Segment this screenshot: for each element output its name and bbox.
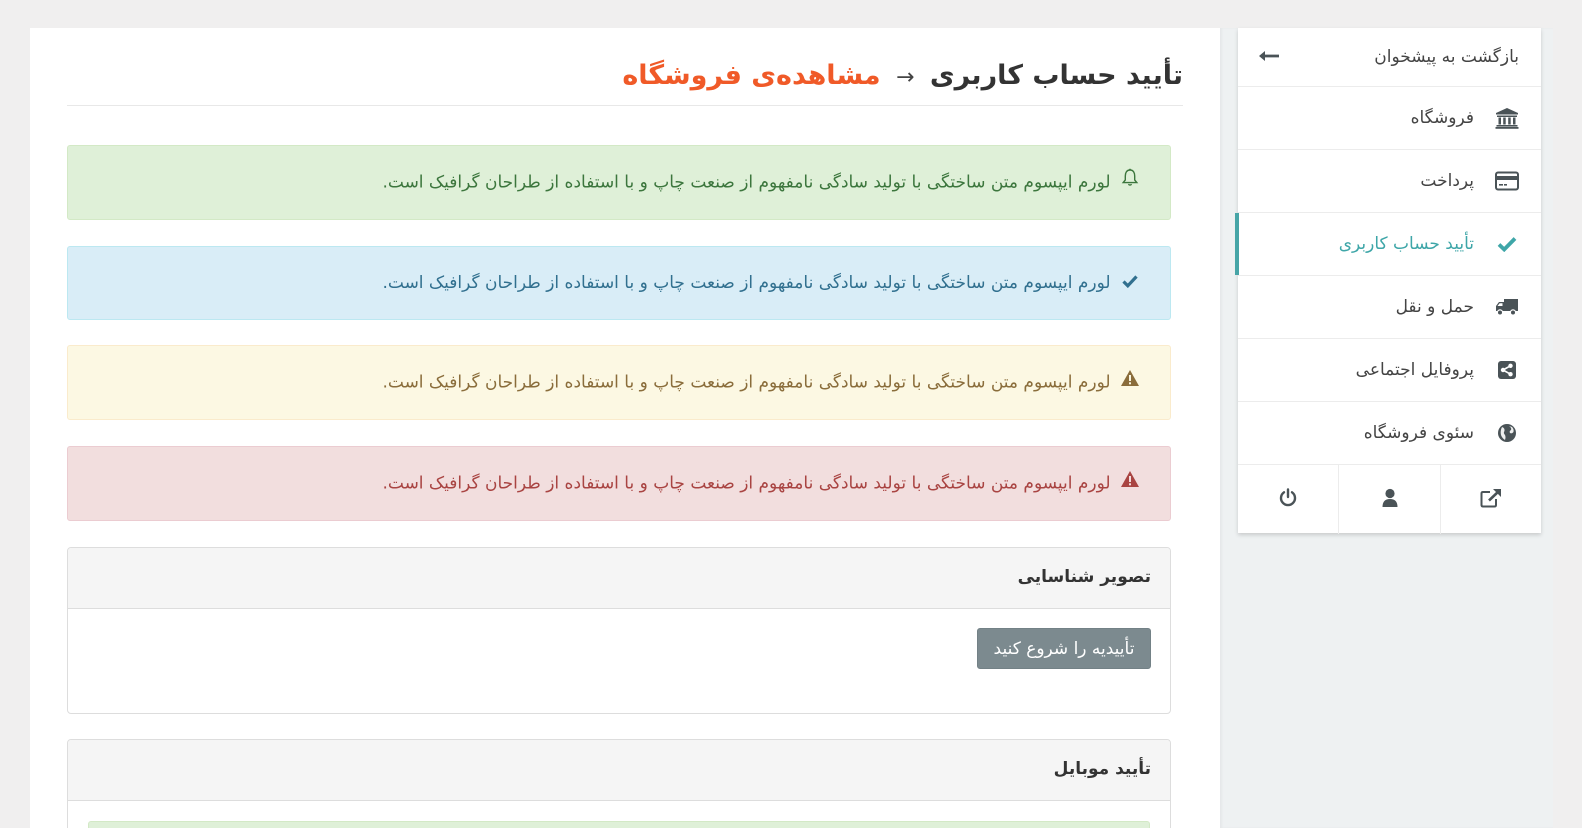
sidebar-item-label: تأیید حساب کاربری — [1338, 234, 1474, 254]
alert-success — [67, 145, 1171, 220]
bell-icon — [1120, 146, 1140, 219]
power-icon — [1278, 488, 1298, 512]
arrow-left-icon — [1258, 47, 1280, 67]
mobile-verification-panel — [67, 739, 1171, 828]
user-profile-button[interactable] — [1338, 465, 1439, 534]
sidebar-item-shipping[interactable] — [1238, 276, 1541, 339]
bank-icon — [1495, 106, 1519, 130]
sidebar-item-label: پروفایل اجتماعی — [1355, 360, 1474, 380]
page-title — [67, 54, 1183, 106]
view-store-link[interactable]: مشاهده‌ی فروشگاه — [622, 60, 881, 91]
panel-body — [68, 609, 1170, 714]
page-title-text: تأیید حساب کاربری — [929, 60, 1183, 91]
sidebar-item-payment[interactable] — [1238, 150, 1541, 213]
sidebar-item-label: حمل و نقل — [1395, 297, 1474, 317]
warning-icon — [1120, 346, 1140, 419]
user-icon — [1381, 488, 1399, 512]
panel-heading: تصویر شناسایی — [68, 548, 1170, 609]
main-content — [30, 28, 1220, 828]
sidebar-item-label: بازگشت به پیشخوان — [1374, 47, 1519, 67]
check-icon — [1120, 247, 1140, 319]
sidebar-menu — [1238, 28, 1541, 533]
arrow-separator: → — [896, 65, 915, 90]
alert-text: لورم ایپسوم متن ساختگی با تولید سادگی نامفهوم از صنعت چاپ و با استفاده از طراحان گرافیک است. — [382, 273, 1111, 293]
sidebar-footer — [1238, 465, 1541, 534]
alert-text: لورم ایپسوم متن ساختگی با تولید سادگی نامفهوم از صنعت چاپ و با استفاده از طراحان گرافیک است. — [382, 172, 1111, 193]
sidebar-item-social-profile[interactable] — [1238, 339, 1541, 402]
alert-info — [67, 246, 1171, 320]
alert-danger — [67, 446, 1171, 521]
alert-warning — [67, 345, 1171, 420]
credit-card-icon — [1495, 169, 1519, 193]
mobile-alert — [88, 821, 1150, 828]
sidebar-item-store[interactable] — [1238, 87, 1541, 150]
back-to-dashboard[interactable] — [1238, 28, 1541, 87]
share-square-icon — [1495, 358, 1519, 382]
external-link-icon — [1480, 488, 1502, 512]
panel-heading: تأیید موبایل — [68, 740, 1170, 801]
warning-icon — [1120, 447, 1140, 520]
truck-icon — [1495, 295, 1519, 319]
sidebar-item-label: پرداخت — [1420, 171, 1474, 191]
logout-button[interactable] — [1238, 465, 1338, 534]
panel-body — [68, 801, 1170, 828]
check-icon — [1495, 232, 1519, 256]
alert-text: لورم ایپسوم متن ساختگی با تولید سادگی نامفهوم از صنعت چاپ و با استفاده از طراحان گرافیک است. — [382, 473, 1111, 494]
id-image-panel — [67, 547, 1171, 714]
external-link-button[interactable] — [1440, 465, 1541, 534]
sidebar-item-label: سئوی فروشگاه — [1363, 423, 1474, 443]
sidebar-item-label: فروشگاه — [1410, 108, 1474, 128]
alert-text: لورم ایپسوم متن ساختگی با تولید سادگی نامفهوم از صنعت چاپ و با استفاده از طراحان گرافیک است. — [382, 372, 1111, 393]
sidebar-item-store-seo[interactable] — [1238, 402, 1541, 465]
globe-icon — [1495, 421, 1519, 445]
start-verification-button[interactable]: تأییدیه را شروع کنید — [977, 628, 1151, 669]
sidebar-item-account-verification[interactable] — [1238, 213, 1541, 276]
